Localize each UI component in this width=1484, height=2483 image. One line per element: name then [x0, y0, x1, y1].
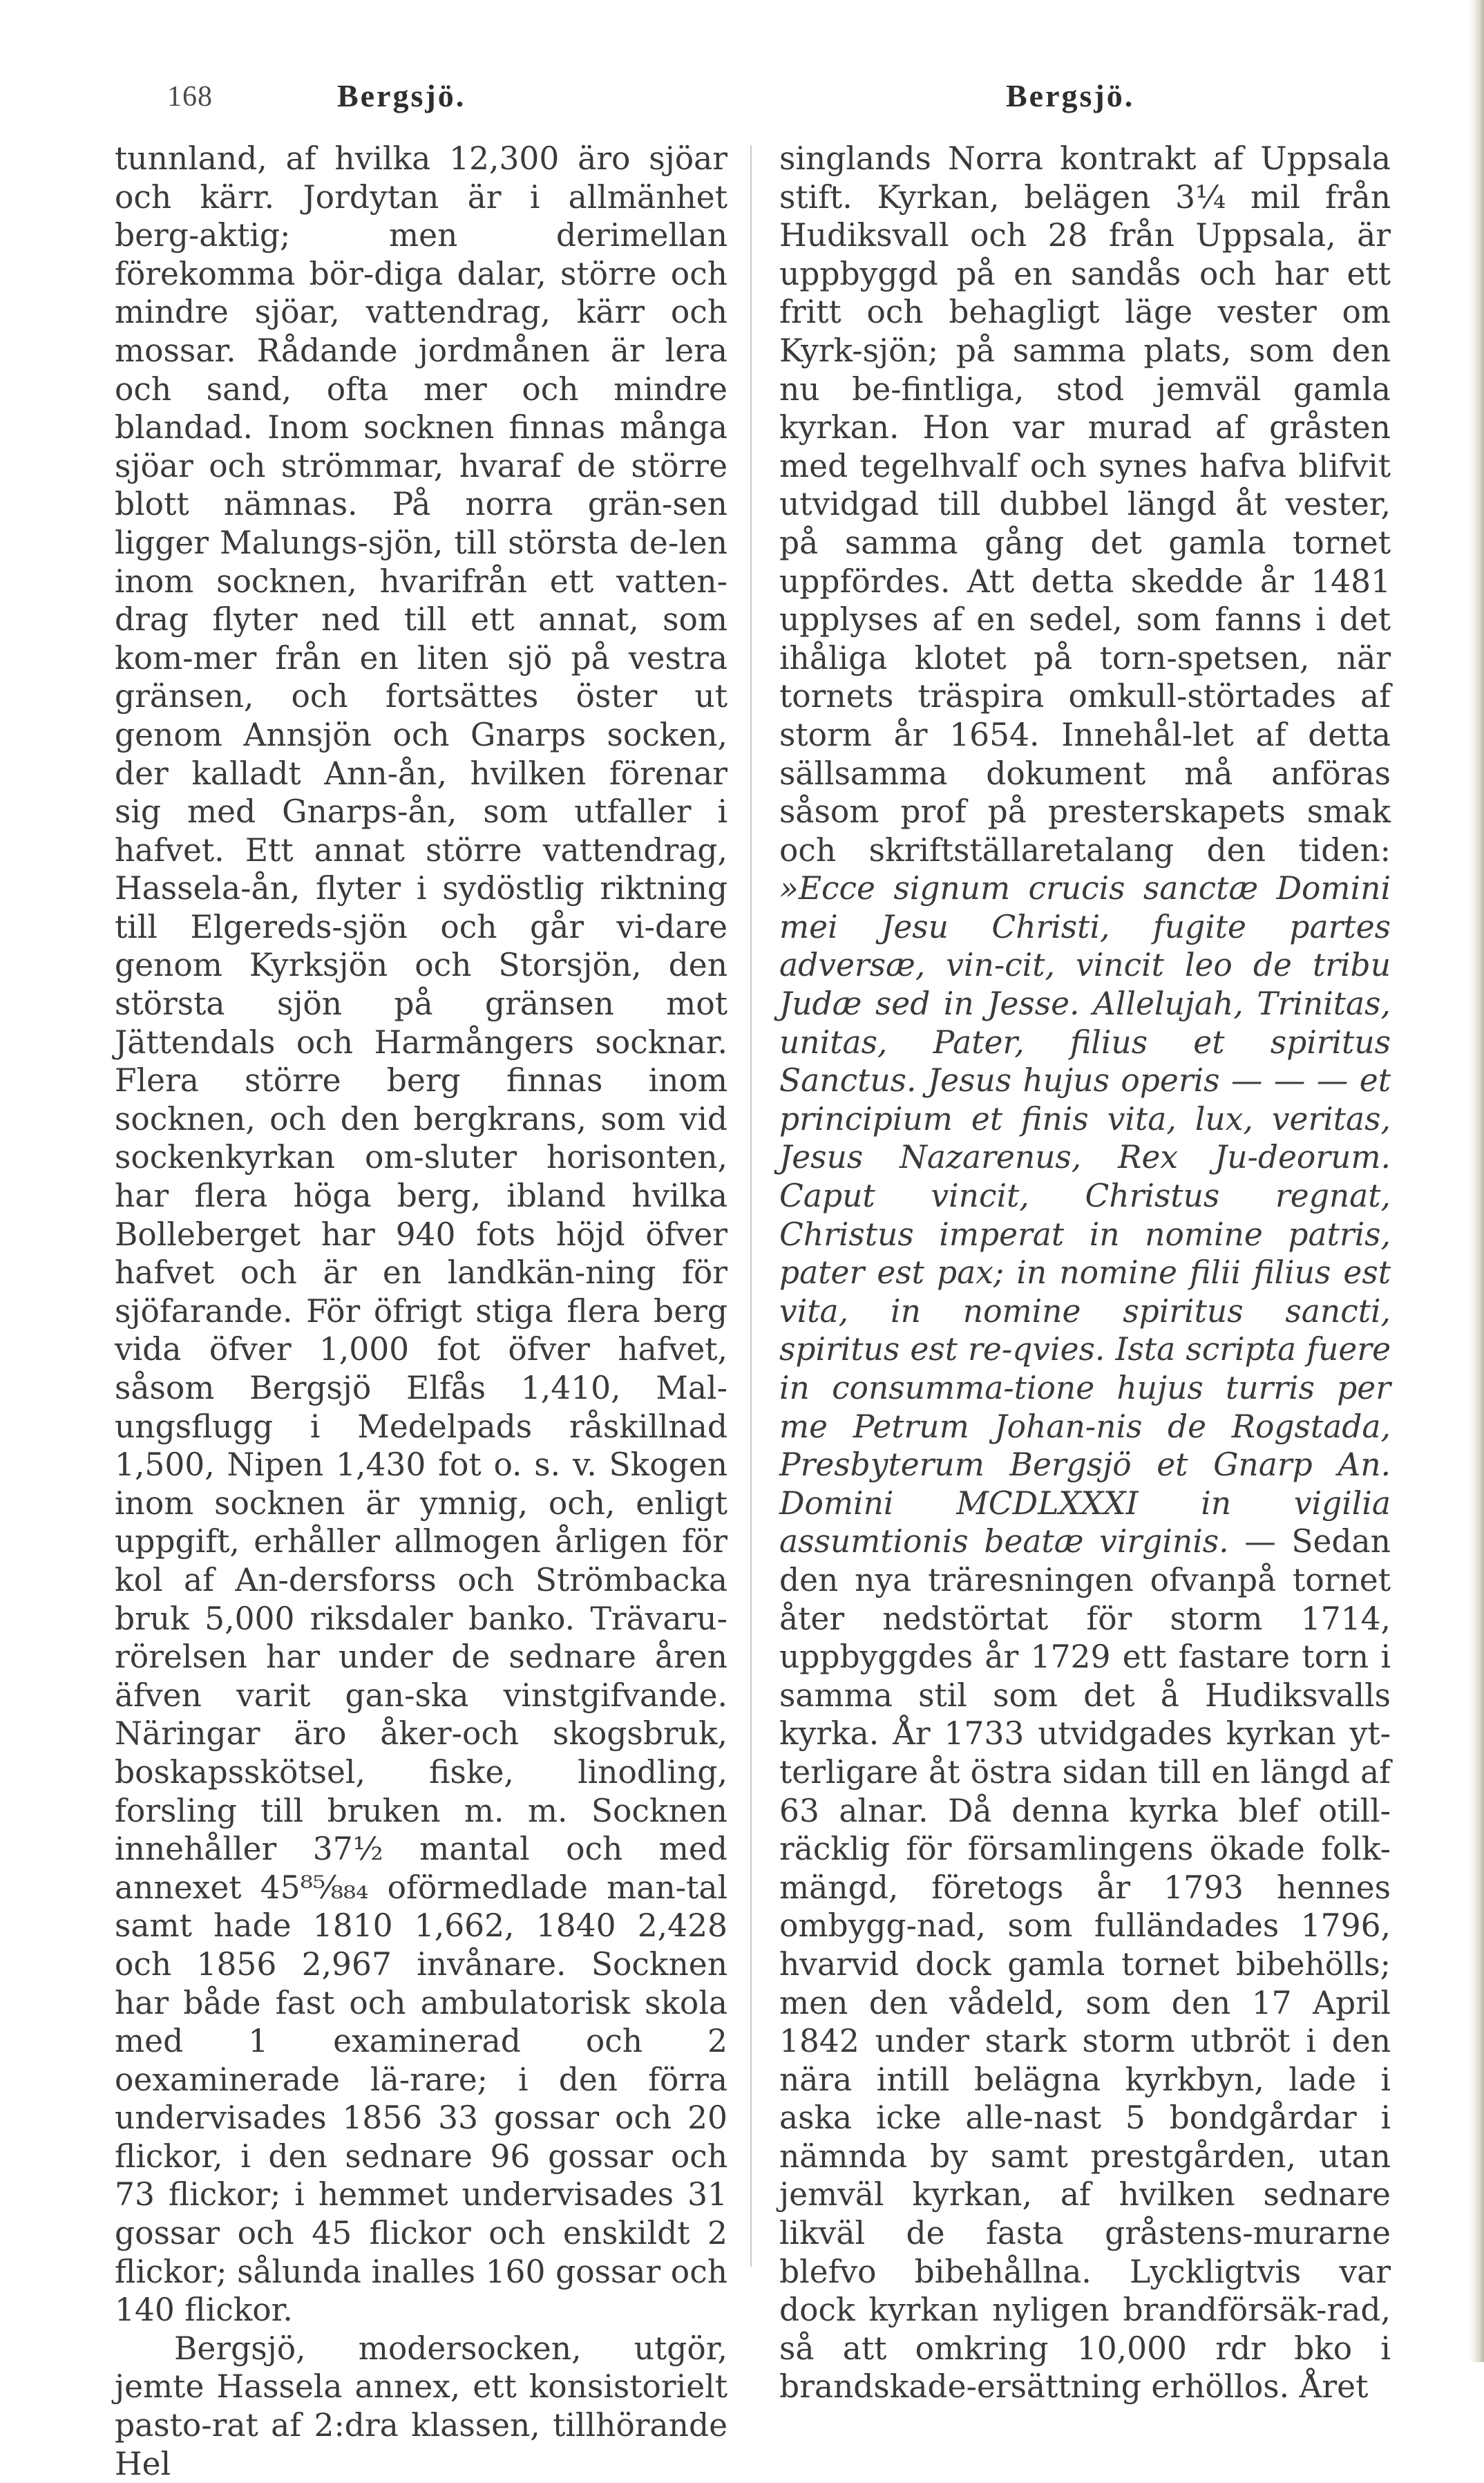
- left-column: [115, 140, 727, 2483]
- running-head-left: Bergsjö.: [337, 78, 466, 113]
- column-divider: [750, 145, 752, 2267]
- left-column-paragraph-1: tunnland, af hvilka 12,300 äro sjöar och kärr. Jordytan är i allmänhet berg-aktig; men derimellan förekomma bör-diga dalar, större och mindre sjöar, vattendrag, kärr och mossar. Rådande jordmånen är lera och sand, ofta mer och mindre blandad. Inom socknen finnas många sjöar och strömmar, hvaraf de större blott nämnas. På norra grän-sen ligger Malungs-sjön, till största de-len inom socknen, hvarifrån ett vatten-drag flyter ned till ett annat, som kom-mer från en liten sjö på vestra gränsen, och fortsättes öster ut genom Annsjön och Gnarps socken, der kalladt Ann-ån, hvilken förenar sig med Gnarps-ån, som utfaller i hafvet. Ett annat större vattendrag, Hassela-ån, flyter i sydöstlig riktning till Elgereds-sjön och går vi-dare genom Kyrksjön och Storsjön, den största sjön på gränsen mot Jättendals och Harmångers socknar. Flera större berg finnas inom socknen, och den bergkrans, som vid sockenkyrkan om-sluter horisonten, har flera höga berg, ibland hvilka Bolleberget har 940 fots höjd öfver hafvet och är en landkän-ning för sjöfarande. För öfrigt stiga flera berg vida öfver 1,000 fot öfver hafvet, såsom Bergsjö Elfås 1,410, Mal-ungsflugg i Medelpads råskillnad 1,500, Nipen 1,430 fot o. s. v. Skogen inom socknen är ymnig, och, enligt uppgift, erhåller allmogen årligen för kol af An-dersforss och Strömbacka bruk 5,000 riksdaler banko. Trävaru-rörelsen har under de sednare åren äfven varit gan-ska vinstgifvande. Näringar äro åker-och skogsbruk, boskapsskötsel, fiske, linodling, forsling till bruken m. m. Socknen innehåller 37½ mantal och med annexet 45⁸⁵⁄₈₈₄ oförmedlade man-tal samt hade 1810 1,662, 1840 2,428 och 1856 2,967 invånare. Socknen har både fast och ambulatorisk skola med 1 examinerad och 2 oexaminerade lä-rare; i den förra undervisades 1856 33 gossar och 20 flickor, i den sednare 96 gossar och 73 flickor; i hemmet undervisades 31 gossar och 45 flickor och enskildt 2 flickor; sålunda inalles 160 gossar och 140 flickor.: [115, 140, 727, 2329]
- right-column: [779, 140, 1391, 2406]
- page-number: 168: [167, 81, 213, 113]
- latin-inscription: »Ecce signum crucis sanctæ Domini mei Jesu Christi, fugite partes adversæ, vin-cit, vincit leo de tribu Judæ sed in Jesse. Allelujah, Trinitas, unitas, Pater, filius et spiritus Sanctus. Jesus hujus operis — — — et principium et finis vita, lux, veritas, Jesus Nazarenus, Rex Ju-deorum. Caput vincit, Christus regnat, Christus imperat in nomine patris, pater est pax; in nomine filii filius est vita, in nomine spiritus sancti, spiritus est re-qvies. Ista scripta fuere in consumma-tione hujus turris per me Petrum Johan-nis de Rogstada, Presbyterum Bergsjö et Gnarp An. Domini MCDLXXXI in vigilia assumtionis beatæ virginis.: [779, 870, 1391, 1560]
- church-history-text: singlands Norra kontrakt af Uppsala stift. Kyrkan, belägen 3¼ mil från Hudiksvall och 28 från Uppsala, är uppbyggd på en sandås och har ett fritt och behagligt läge vester om Kyrk-sjön; på samma plats, som den nu be-fintliga, stod jemväl gamla kyrkan. Hon var murad af gråsten med tegelhvalf och synes hafva blifvit utvidgad till dubbel längd åt vester, på samma gång det gamla tornet uppfördes. Att detta skedde år 1481 upplyses af en sedel, som fanns i det ihåliga klotet på torn-spetsen, när tornets träspira omkull-störtades af storm år 1654. Innehål-let af detta sällsamma dokument må anföras såsom prof på presterskapets smak och skriftställaretalang den tiden:: [779, 140, 1391, 869]
- page-edge: [1469, 0, 1484, 2362]
- left-column-paragraph-2: Bergsjö, modersocken, utgör, jemte Hassela annex, ett konsistorielt pasto-rat af 2:dra klassen, tillhörande Hel: [115, 2330, 727, 2482]
- page-header: [0, 73, 1484, 129]
- right-column-paragraph: [779, 140, 1391, 2406]
- church-history-continued: — Sedan den nya träresningen ofvanpå tornet åter nedstörtat för storm 1714, uppbyggdes år 1729 ett fastare torn i samma stil som det å Hudiksvalls kyrka. År 1733 utvidgades kyrkan yt-terligare åt östra sidan till en längd af 63 alnar. Då denna kyrka blef otill-räcklig för församlingens ökade folk-mängd, företogs år 1793 hennes ombygg-nad, som fulländades 1796, hvarvid dock gamla tornet bibehölls; men den vådeld, som den 17 April 1842 under stark storm utbröt i den nära intill belägna kyrkbyn, lade i aska icke alle-nast 5 bondgårdar i nämnda by samt prestgården, utan jemväl kyrkan, af hvilken sednare likväl de fasta gråstens-murarne blefvo bibehållna. Lyckligtvis var dock kyrkan nyligen brandförsäk-rad, så att omkring 10,000 rdr bko i brandskade-ersättning erhöllos. Året: [779, 1523, 1391, 2406]
- running-head-right: Bergsjö.: [1006, 78, 1135, 113]
